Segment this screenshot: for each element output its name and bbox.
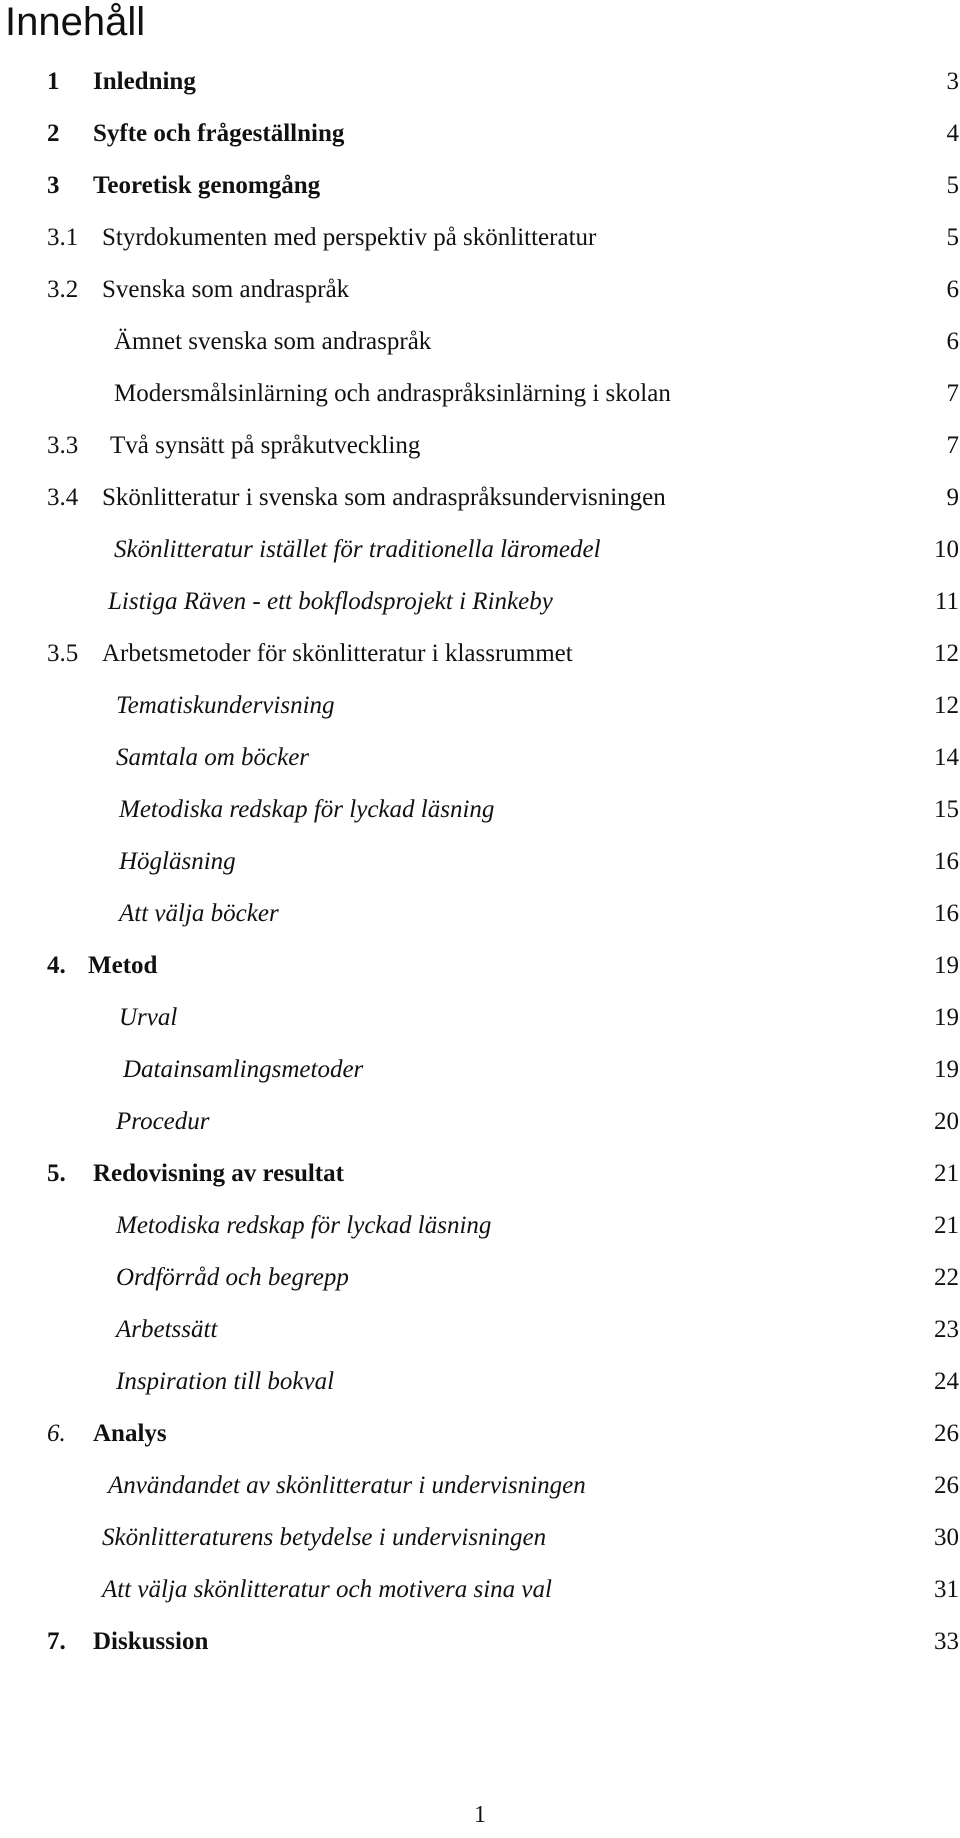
toc-entry-analys[interactable] xyxy=(0,1414,960,1454)
toc-entry-number: 7. xyxy=(47,1628,66,1655)
toc-entry-title: Skönlitteratur i svenska som andraspråksundervisningen xyxy=(102,484,666,511)
toc-entry-att-valja-bocker[interactable] xyxy=(0,894,960,934)
toc-entry-page: 21 xyxy=(934,1212,959,1239)
toc-entry-page: 19 xyxy=(934,1004,959,1031)
toc-entry-title: Skönlitteratur istället för traditionella läromedel xyxy=(114,536,601,563)
toc-entry-page: 20 xyxy=(934,1108,959,1135)
toc-entry-page: 30 xyxy=(934,1524,959,1551)
toc-entry-title: Diskussion xyxy=(93,1628,209,1655)
toc-entry-number: 5. xyxy=(47,1160,66,1187)
toc-entry-att-valja-skonlitteratur[interactable] xyxy=(0,1570,960,1610)
toc-entry-page: 21 xyxy=(934,1160,959,1187)
toc-entry-title: Procedur xyxy=(116,1108,210,1135)
toc-entry-modersmalsinlarning[interactable] xyxy=(0,374,960,414)
toc-entry-page: 19 xyxy=(934,1056,959,1083)
toc-entry-title: Datainsamlingsmetoder xyxy=(123,1056,364,1083)
toc-entry-title: Ämnet svenska som andraspråk xyxy=(114,328,432,355)
toc-entry-skonlitteratur-istallet[interactable] xyxy=(0,530,960,570)
toc-entry-page: 33 xyxy=(934,1628,959,1655)
toc-entry-page: 12 xyxy=(934,692,959,719)
toc-entry-hoglasning[interactable] xyxy=(0,842,960,882)
toc-entry-page: 9 xyxy=(946,484,959,511)
toc-entry-number: 3.5 xyxy=(47,640,79,667)
toc-entry-metodiska-redskap-2[interactable] xyxy=(0,1206,960,1246)
toc-entry-title: Teoretisk genomgång xyxy=(93,172,321,199)
toc-entry-3-1[interactable] xyxy=(0,218,960,258)
toc-entry-anvandandet[interactable] xyxy=(0,1466,960,1506)
toc-entry-title: Två synsätt på språkutveckling xyxy=(110,432,421,459)
toc-entry-page: 26 xyxy=(934,1472,959,1499)
toc-entry-metodiska-redskap[interactable] xyxy=(0,790,960,830)
toc-entry-title: Metodiska redskap för lyckad läsning xyxy=(116,1212,492,1239)
toc-entry-title: Användandet av skönlitteratur i undervisningen xyxy=(108,1472,586,1499)
toc-entry-urval[interactable] xyxy=(0,998,960,1038)
toc-entry-title: Metod xyxy=(88,952,158,979)
toc-entry-page: 26 xyxy=(934,1420,959,1447)
toc-entry-number: 3.3 xyxy=(47,432,79,459)
toc-entry-page: 16 xyxy=(934,848,959,875)
toc-entry-title: Inspiration till bokval xyxy=(116,1368,335,1395)
toc-entry-page: 23 xyxy=(934,1316,959,1343)
toc-entry-page: 15 xyxy=(934,796,959,823)
toc-entry-ordforrad[interactable] xyxy=(0,1258,960,1298)
toc-entry-page: 3 xyxy=(946,68,959,95)
toc-entry-title: Arbetssätt xyxy=(116,1316,218,1343)
toc-entry-title: Inledning xyxy=(93,68,196,95)
toc-entry-page: 11 xyxy=(934,588,959,615)
toc-entry-number: 2 xyxy=(47,120,60,147)
toc-entry-title: Listiga Räven - ett bokflodsprojekt i Rinkeby xyxy=(108,588,553,615)
toc-entry-3-4[interactable] xyxy=(0,478,960,518)
toc-entry-number: 6. xyxy=(47,1420,66,1447)
toc-entry-metod[interactable] xyxy=(0,946,960,986)
toc-entry-title: Tematiskundervisning xyxy=(116,692,335,719)
toc-entry-title: Urval xyxy=(119,1004,178,1031)
toc-entry-skonlitteraturens-betydelse[interactable] xyxy=(0,1518,960,1558)
toc-entry-amnet-svenska[interactable] xyxy=(0,322,960,362)
toc-entry-title: Modersmålsinlärning och andraspråksinlärning i skolan xyxy=(114,380,671,407)
toc-entry-page: 16 xyxy=(934,900,959,927)
toc-entry-number: 3.4 xyxy=(47,484,79,511)
toc-entry-syfte[interactable] xyxy=(0,114,960,154)
toc-entry-page: 7 xyxy=(946,432,959,459)
toc-entry-title: Att välja skönlitteratur och motivera sina val xyxy=(102,1576,552,1603)
toc-entry-number: 3.1 xyxy=(47,224,79,251)
toc-entry-page: 6 xyxy=(946,328,959,355)
toc-entry-datainsamlingsmetoder[interactable] xyxy=(0,1050,960,1090)
toc-entry-page: 6 xyxy=(946,276,959,303)
toc-entry-page: 31 xyxy=(934,1576,959,1603)
toc-entry-page: 12 xyxy=(934,640,959,667)
toc-entry-page: 22 xyxy=(934,1264,959,1291)
toc-entry-page: 14 xyxy=(934,744,959,771)
toc-entry-teoretisk-genomgang[interactable] xyxy=(0,166,960,206)
toc-entry-tematiskundervisning[interactable] xyxy=(0,686,960,726)
page-title: Innehåll xyxy=(5,0,146,44)
toc-entry-page: 4 xyxy=(946,120,959,147)
toc-entry-procedur[interactable] xyxy=(0,1102,960,1142)
toc-entry-number: 1 xyxy=(47,68,60,95)
toc-entry-page: 5 xyxy=(946,224,959,251)
toc-entry-title: Att välja böcker xyxy=(119,900,279,927)
toc-entry-3-5[interactable] xyxy=(0,634,960,674)
toc-entry-listiga-raven[interactable] xyxy=(0,582,960,622)
toc-entry-inledning[interactable] xyxy=(0,62,960,102)
toc-entry-arbetssatt[interactable] xyxy=(0,1310,960,1350)
toc-entry-3-2[interactable] xyxy=(0,270,960,310)
toc-entry-title: Samtala om böcker xyxy=(116,744,310,771)
toc-entry-3-3[interactable] xyxy=(0,426,960,466)
toc-entry-number: 3.2 xyxy=(47,276,79,303)
toc-entry-number: 3 xyxy=(47,172,60,199)
toc-entry-title: Arbetsmetoder för skönlitteratur i klassrummet xyxy=(102,640,573,667)
toc-entry-redovisning[interactable] xyxy=(0,1154,960,1194)
page-number: 1 xyxy=(474,1802,486,1828)
toc-entry-title: Redovisning av resultat xyxy=(93,1160,344,1187)
toc-entry-title: Analys xyxy=(93,1420,167,1447)
toc-entry-title: Ordförråd och begrepp xyxy=(116,1264,349,1291)
toc-entry-title: Svenska som andraspråk xyxy=(102,276,350,303)
toc-entry-page: 5 xyxy=(946,172,959,199)
toc-entry-title: Syfte och frågeställning xyxy=(93,120,345,147)
toc-entry-diskussion[interactable] xyxy=(0,1622,960,1662)
toc-entry-title: Högläsning xyxy=(119,848,236,875)
toc-entry-page: 19 xyxy=(934,952,959,979)
toc-entry-samtala-om-bocker[interactable] xyxy=(0,738,960,778)
toc-entry-number: 4. xyxy=(47,952,66,979)
toc-entry-title: Styrdokumenten med perspektiv på skönlitteratur xyxy=(102,224,597,251)
toc-entry-page: 10 xyxy=(934,536,959,563)
toc-entry-title: Metodiska redskap för lyckad läsning xyxy=(119,796,495,823)
toc-entry-page: 7 xyxy=(946,380,959,407)
toc-entry-page: 24 xyxy=(934,1368,959,1395)
toc-entry-inspiration[interactable] xyxy=(0,1362,960,1402)
toc-entry-title: Skönlitteraturens betydelse i undervisningen xyxy=(102,1524,547,1551)
